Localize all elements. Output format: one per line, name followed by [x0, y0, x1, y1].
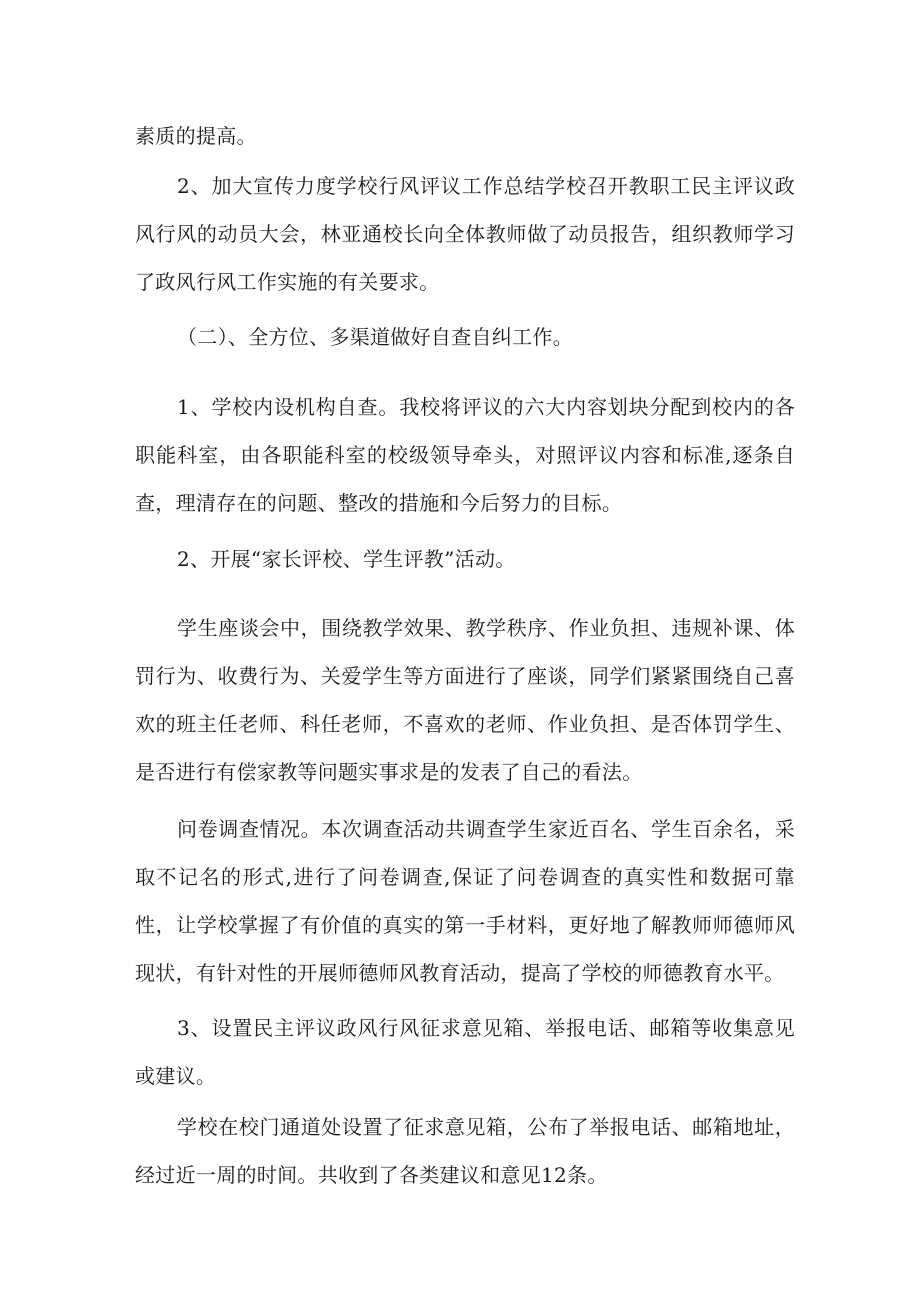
paragraph-publicity: 2、加大宣传力度学校行风评议工作总结学校召开教职工民主评议政风行风的动员大会，林亚通校长向全体教师做了动员报告，组织教师学习了政风行风工作实施的有关要求。: [135, 174, 795, 294]
section-heading-self-inspection: （二）、全方位、多渠道做好自查自纠工作。: [177, 325, 573, 349]
paragraph-questionnaire: 问卷调查情况。本次调查活动共调查学生家近百名、学生百余名，采取不记名的形式,进行了问卷调查,保证了问卷调查的真实性和数据可靠性，让学校掌握了有价值的真实的第一手材料，更好地了解教师师德师风现状，有针对性的开展师德师风教育活动，提高了学校的师德教育水平。: [135, 817, 795, 985]
paragraph-parent-student-activity: 2、开展“家长评校、学生评教”活动。: [177, 547, 516, 571]
paragraph-suggestions-received: 学校在校门通道处设置了征求意见箱，公布了举报电话、邮箱地址，经过近一周的时间。共收到了各类建议和意见12条。: [135, 1115, 795, 1187]
paragraph-continuation: 素质的提高。: [135, 124, 257, 148]
paragraph-student-forum: 学生座谈会中，围绕教学效果、教学秩序、作业负担、违规补课、体罚行为、收费行为、关爱学生等方面进行了座谈，同学们紧紧围绕自己喜欢的班主任老师、科任老师，不喜欢的老师、作业负担、是否体罚学生、是否进行有偿家教等问题实事求是的发表了自己的看法。: [135, 616, 795, 784]
paragraph-suggestion-box: 3、设置民主评议政风行风征求意见箱、举报电话、邮箱等收集意见或建议。: [135, 1016, 795, 1088]
paragraph-internal-inspection: 1、学校内设机构自查。我校将评议的六大内容划块分配到校内的各职能科室，由各职能科室的校级领导牵头，对照评议内容和标准,逐条自查，理清存在的问题、整改的措施和今后努力的目标。: [135, 395, 795, 515]
